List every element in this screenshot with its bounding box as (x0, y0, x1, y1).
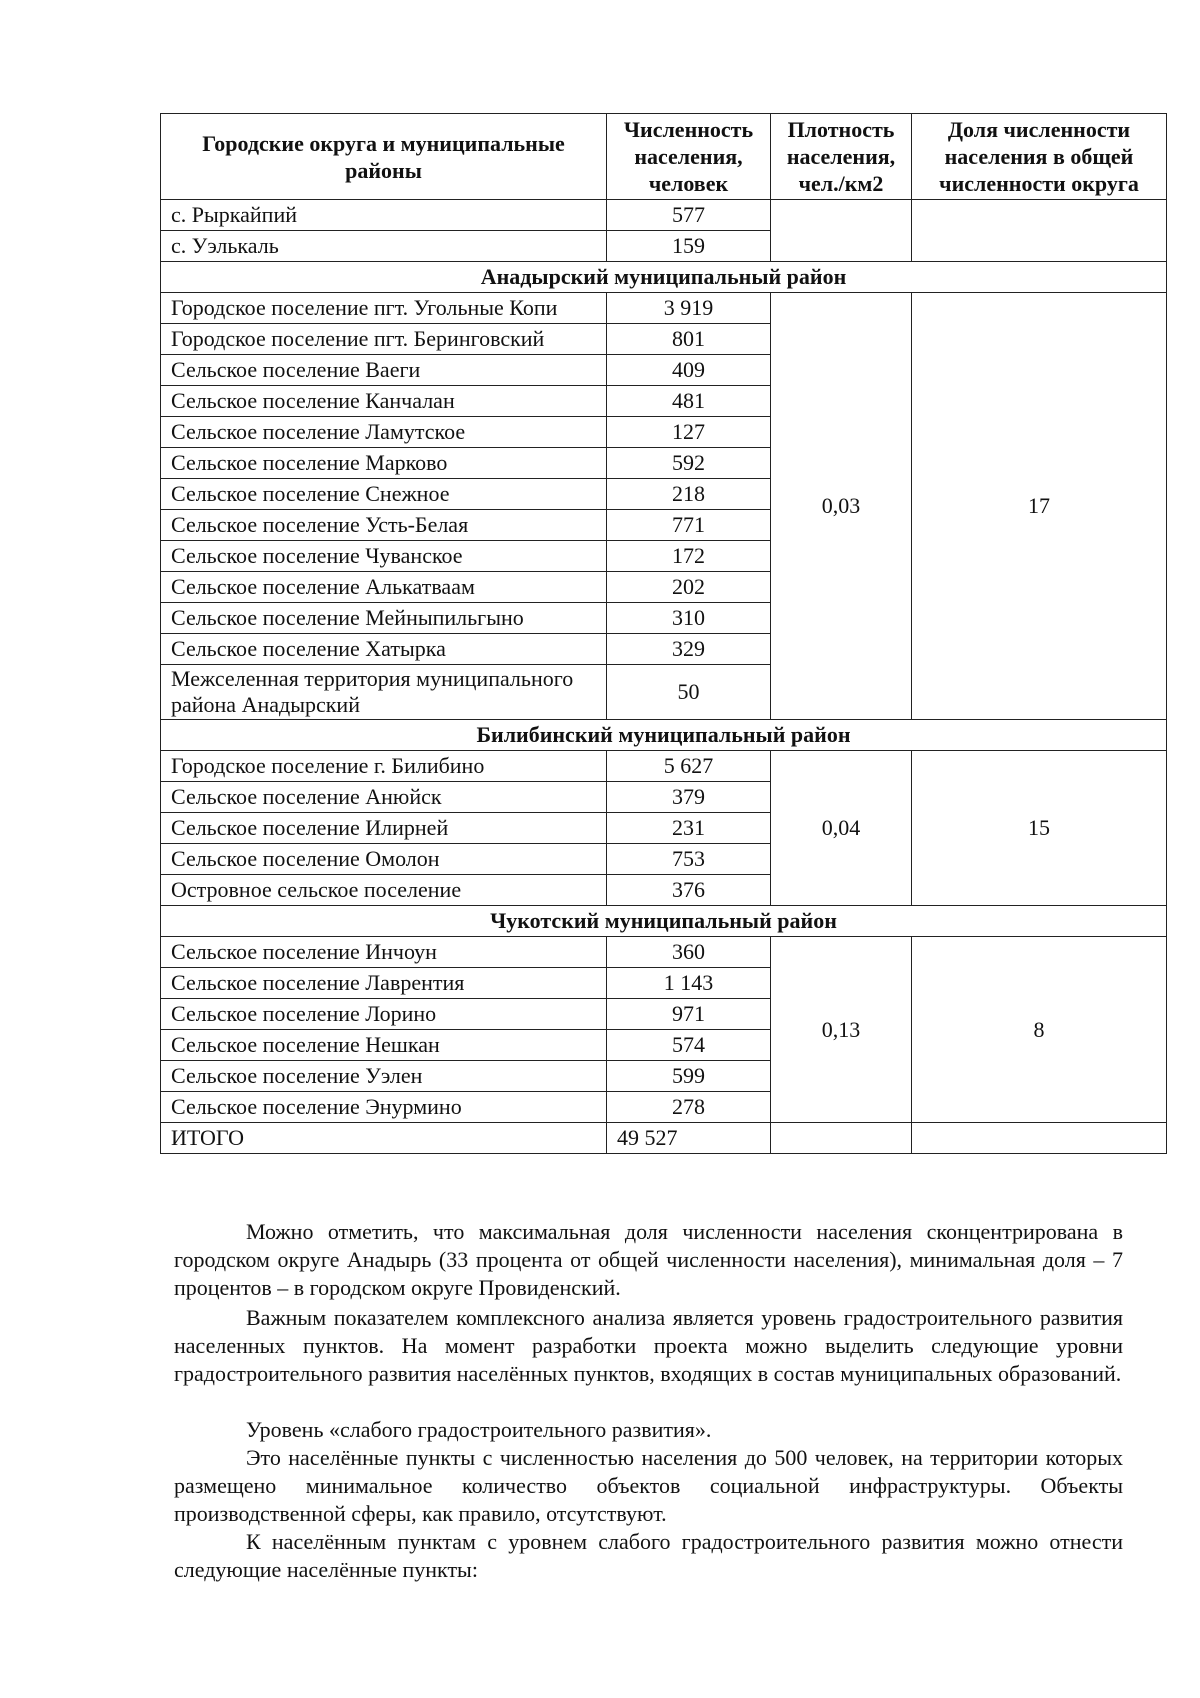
density-value: 0,04 (771, 751, 912, 906)
settlement-name: Сельское поселение Усть-Белая (161, 510, 607, 541)
population-value: 172 (607, 541, 771, 572)
settlement-name: Сельское поселение Инчоун (161, 937, 607, 968)
population-value: 971 (607, 999, 771, 1030)
total-share-empty (912, 1123, 1167, 1154)
population-value: 218 (607, 479, 771, 510)
section-header-row (161, 262, 1167, 293)
section-title: Анадырский муниципальный район (161, 262, 1167, 293)
total-value: 49 527 (607, 1123, 771, 1154)
settlement-name: Межселенная территория муниципального района Анадырский (161, 665, 607, 720)
total-density-empty (771, 1123, 912, 1154)
population-table (160, 113, 1167, 1154)
population-value: 3 919 (607, 293, 771, 324)
table-body (161, 200, 1167, 1154)
population-value: 5 627 (607, 751, 771, 782)
population-value: 360 (607, 937, 771, 968)
settlement-name: Сельское поселение Чуванское (161, 541, 607, 572)
settlement-name: Городское поселение пгт. Угольные Копи (161, 293, 607, 324)
population-value: 574 (607, 1030, 771, 1061)
population-value: 231 (607, 813, 771, 844)
settlement-name: Сельское поселение Мейныпильгыно (161, 603, 607, 634)
population-value: 278 (607, 1092, 771, 1123)
population-value: 753 (607, 844, 771, 875)
header-density: Плотность населения, чел./км2 (771, 114, 912, 200)
settlement-name: Сельское поселение Уэлен (161, 1061, 607, 1092)
section-header-row (161, 906, 1167, 937)
population-value: 577 (607, 200, 771, 231)
population-value: 481 (607, 386, 771, 417)
settlement-name: Сельское поселение Марково (161, 448, 607, 479)
population-value: 50 (607, 665, 771, 720)
section-title: Билибинский муниципальный район (161, 720, 1167, 751)
settlement-name: Островное сельское поселение (161, 875, 607, 906)
settlement-name: Сельское поселение Лаврентия (161, 968, 607, 999)
table-row (161, 751, 1167, 782)
settlement-name: Сельское поселение Энурмино (161, 1092, 607, 1123)
population-value: 202 (607, 572, 771, 603)
paragraph-weak-level-list-intro: К населённым пунктам с уровнем слабого градостроительного развития можно отнести следующие населённые пункты: (174, 1529, 1123, 1582)
section-header-row (161, 720, 1167, 751)
settlement-name: с. Уэлькаль (161, 231, 607, 262)
header-share: Доля численности населения в общей численности округа (912, 114, 1167, 200)
population-value: 376 (607, 875, 771, 906)
share-value: 8 (912, 937, 1167, 1123)
settlement-name: Сельское поселение Алькатваам (161, 572, 607, 603)
paragraph-weak-level-description: Это населённые пункты с численностью населения до 500 человек, на территории которых размещено минимальное количество объектов социальной инфраструктуры. Объекты производственной сферы, как правило, отсутствуют. (174, 1445, 1123, 1526)
settlement-name: Городское поселение пгт. Беринговский (161, 324, 607, 355)
population-value: 310 (607, 603, 771, 634)
section-title: Чукотский муниципальный район (161, 906, 1167, 937)
settlement-name: Сельское поселение Канчалан (161, 386, 607, 417)
settlement-name: Сельское поселение Снежное (161, 479, 607, 510)
total-label: ИТОГО (161, 1123, 607, 1154)
table-row (161, 937, 1167, 968)
density-value: 0,13 (771, 937, 912, 1123)
total-row (161, 1123, 1167, 1154)
settlement-name: Сельское поселение Илирней (161, 813, 607, 844)
header-population: Численность населения, человек (607, 114, 771, 200)
population-value: 592 (607, 448, 771, 479)
settlement-name: Сельское поселение Лорино (161, 999, 607, 1030)
paragraph-weak-level-title: Уровень «слабого градостроительного развития». (246, 1417, 712, 1442)
population-value: 1 143 (607, 968, 771, 999)
settlement-name: Городское поселение г. Билибино (161, 751, 607, 782)
population-value: 329 (607, 634, 771, 665)
population-value: 801 (607, 324, 771, 355)
population-value: 379 (607, 782, 771, 813)
share-value: 17 (912, 293, 1167, 720)
population-value: 599 (607, 1061, 771, 1092)
share-value: 15 (912, 751, 1167, 906)
paragraph-max-share: Можно отметить, что максимальная доля численности населения сконцентрирована в городском округе Анадырь (33 процента от общей численности населения), минимальная доля – 7 процентов – в городском округе Провиденский. (174, 1219, 1123, 1300)
table-header-row (161, 114, 1167, 200)
density-value: 0,03 (771, 293, 912, 720)
settlement-name: Сельское поселение Анюйск (161, 782, 607, 813)
paragraph-development-levels: Важным показателем комплексного анализа является уровень градостроительного развития населенных пунктов. На момент разработки проекта можно выделить следующие уровни градостроительного развития населённых пунктов, входящих в состав муниципальных образований. (174, 1305, 1123, 1386)
settlement-name: Сельское поселение Ваеги (161, 355, 607, 386)
settlement-name: с. Рыркайпий (161, 200, 607, 231)
table-row (161, 293, 1167, 324)
header-districts: Городские округа и муниципальные районы (161, 114, 607, 200)
settlement-name: Сельское поселение Омолон (161, 844, 607, 875)
settlement-name: Сельское поселение Хатырка (161, 634, 607, 665)
population-value: 127 (607, 417, 771, 448)
population-value: 771 (607, 510, 771, 541)
share-cell (912, 200, 1167, 262)
table-row (161, 200, 1167, 231)
density-cell (771, 200, 912, 262)
population-value: 159 (607, 231, 771, 262)
population-value: 409 (607, 355, 771, 386)
settlement-name: Сельское поселение Ламутское (161, 417, 607, 448)
settlement-name: Сельское поселение Нешкан (161, 1030, 607, 1061)
